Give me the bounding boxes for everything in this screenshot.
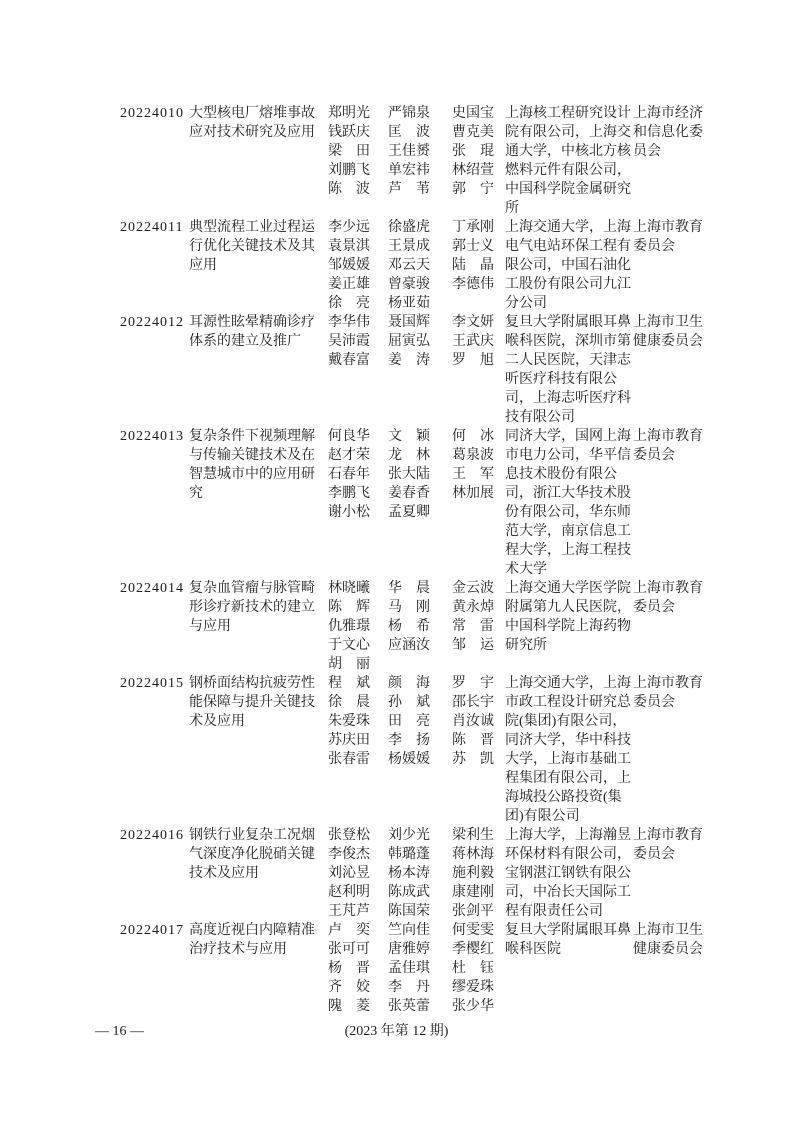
awardee-name: 韩璐蓬: [388, 847, 430, 862]
awardee-name: 姜春香: [388, 486, 430, 501]
awardee-name: 梁利生: [452, 828, 494, 843]
awardee-name: 王武庆: [452, 334, 494, 349]
awardee-name: 蒋林海: [452, 847, 494, 862]
awardee-name: 严锦泉: [388, 106, 430, 121]
awardee-name: 程 斌: [328, 676, 370, 691]
awardee-name-column-1: [328, 674, 388, 769]
awardee-name-column-3: [452, 104, 505, 199]
issue-label: (2023 年第 12 期): [344, 1024, 449, 1039]
awardee-name: 隗 菱: [328, 999, 370, 1014]
awardee-name-column-2: [388, 427, 452, 522]
awardee-name: 竺向佳: [388, 923, 430, 938]
completing-organizations: 上海交通大学医学院附属第九人民医院，中国科学院上海药物研究所: [505, 581, 631, 653]
project-id: 20224016: [120, 828, 184, 843]
awardee-name: 龙 林: [388, 448, 430, 463]
project-title: 钢铁行业复杂工况烟气深度净化脱硝关键技术及应用: [189, 828, 315, 881]
awardee-name: 陈 波: [328, 182, 370, 197]
awardee-name: 陆 晶: [452, 258, 494, 273]
awardee-name: 张大陆: [388, 467, 430, 482]
awardee-name: 林晓曦: [328, 581, 370, 596]
awardee-name-column-2: [388, 104, 452, 199]
awardee-name: 戴春富: [328, 353, 370, 368]
awardee-name: 赵利明: [328, 885, 370, 900]
awardee-name-column-3: [452, 579, 505, 655]
awardee-name: 袁景淇: [328, 239, 370, 254]
project-id: 20224017: [120, 923, 184, 938]
awardee-name: 康建刚: [452, 885, 494, 900]
awardee-name: 文 颖: [388, 429, 430, 444]
awardee-name: 钱跃庆: [328, 125, 370, 140]
awardee-name: 郑明光: [328, 106, 370, 121]
awardee-name: 杨媛媛: [388, 752, 430, 767]
awardee-name: 胡 丽: [328, 657, 370, 672]
awardee-name: 李德伟: [452, 277, 494, 292]
project-id: 20224015: [120, 676, 184, 691]
awardee-name: 王 军: [452, 467, 494, 482]
awardee-name: 李 扬: [388, 733, 430, 748]
completing-organizations: 上海核工程研究设计院有限公司，上海交通大学，中核北方核燃料元件有限公司，中国科学院金属研究所: [505, 106, 631, 216]
awardee-name: 罗 宇: [452, 676, 494, 691]
awardee-name-column-3: [452, 218, 505, 294]
awardee-name: 罗 旭: [452, 353, 494, 368]
awardee-name: 朱爱珠: [328, 714, 370, 729]
awardee-name: 黄永焯: [452, 600, 494, 615]
awardee-name: 林加展: [452, 486, 494, 501]
recommending-body: 上海市教育委员会: [633, 676, 703, 710]
awardee-name: 卢 奕: [328, 923, 370, 938]
completing-organizations: 复旦大学附属眼耳鼻喉科医院，深圳市第二人民医院，天津志听医疗科技有限公司，上海志听医疗科技有限公司: [505, 315, 631, 425]
awardee-name: 李华伟: [328, 315, 370, 330]
table-row: [120, 674, 705, 826]
project-id: 20224012: [120, 315, 184, 330]
completing-organizations: 上海交通大学，上海市政工程设计研究总院(集团)有限公司，同济大学，华中科技大学，上海市基础工程集团有限公司，上海城投公路投资(集团)有限公司: [505, 676, 631, 824]
awardee-name-column-3: [452, 313, 505, 370]
awardee-name-column-2: [388, 313, 452, 370]
awardee-name: 谢小松: [328, 505, 370, 520]
awardee-name-column-2: [388, 218, 452, 313]
table-row: [120, 104, 705, 218]
awardee-name-column-3: [452, 674, 505, 769]
project-title: 大型核电厂熔堆事故应对技术研究及应用: [189, 106, 315, 140]
awardee-name: 徐 晨: [328, 695, 370, 710]
project-title: 钢桥面结构抗疲劳性能保障与提升关键技术及应用: [189, 676, 315, 729]
awardee-name-column-2: [388, 579, 452, 655]
awardee-name: 金云波: [452, 581, 494, 596]
table-row: [120, 427, 705, 579]
awardee-name: 吴沛霞: [328, 334, 370, 349]
awardee-name: 陈 晋: [452, 733, 494, 748]
awardee-name: 常 雷: [452, 619, 494, 634]
awardee-name: 孙 斌: [388, 695, 430, 710]
project-id: 20224013: [120, 429, 184, 444]
project-title: 典型流程工业过程运行优化关键技术及其应用: [189, 220, 315, 273]
awardee-name: 唐雅婷: [388, 942, 430, 957]
table-row: [120, 218, 705, 313]
table-row: [120, 826, 705, 921]
table-row: [120, 313, 705, 427]
awardee-name-column-3: [452, 826, 505, 921]
project-title: 复杂血管瘤与脉管畸形诊疗新技术的建立与应用: [189, 581, 315, 634]
awardee-name: 张春雷: [328, 752, 370, 767]
awardee-name: 马 刚: [388, 600, 430, 615]
awardee-name: 赵才荣: [328, 448, 370, 463]
awardee-name: 史国宝: [452, 106, 494, 121]
recommending-body: 上海市经济和信息化委员会: [633, 106, 703, 159]
project-id: 20224014: [120, 581, 184, 596]
awardee-name: 王景成: [388, 239, 430, 254]
recommending-body: 上海市教育委员会: [633, 828, 703, 862]
awardee-name: 仇雅璟: [328, 619, 370, 634]
completing-organizations: 上海大学，上海瀚昱环保材料有限公司，宝钢湛江钢铁有限公司，中冶长天国际工程有限责任公司: [505, 828, 631, 919]
awardee-name: 姜 涛: [388, 353, 430, 368]
completing-organizations: 上海交通大学，上海电气电站环保工程有限公司，中国石油化工股份有限公司九江分公司: [505, 220, 631, 311]
awardee-name-column-3: [452, 921, 505, 1016]
awardee-name: 梁 田: [328, 144, 370, 159]
awardee-name: 郭 宁: [452, 182, 494, 197]
awardee-name: 陈国荣: [388, 904, 430, 919]
awardee-name: 杨本涛: [388, 866, 430, 881]
awardee-name-column-2: [388, 921, 452, 1016]
awardee-name: 郭士义: [452, 239, 494, 254]
awardee-name: 姜正雄: [328, 277, 370, 292]
awardee-name: 应涵汝: [388, 638, 430, 653]
awardee-name-column-2: [388, 674, 452, 769]
project-title: 高度近视白内障精准治疗技术与应用: [189, 923, 315, 957]
awardee-name-column-1: [328, 921, 388, 1016]
awardee-name: 张剑平: [452, 904, 494, 919]
awardee-name: 季樱红: [452, 942, 494, 957]
awardee-name: 徐盛虎: [388, 220, 430, 235]
awardee-name: 李文妍: [452, 315, 494, 330]
awardee-name: 邹媛媛: [328, 258, 370, 273]
awardee-name: 李 丹: [388, 980, 430, 995]
awardee-name: 肖汝诚: [452, 714, 494, 729]
awardee-name: 芦 苇: [388, 182, 430, 197]
award-table: [120, 104, 705, 1016]
awardee-name-column-2: [388, 826, 452, 921]
awardee-name: 匡 波: [388, 125, 430, 140]
awardee-name: 单宏祎: [388, 163, 430, 178]
awardee-name: 刘沁昱: [328, 866, 370, 881]
awardee-name: 李鹏飞: [328, 486, 370, 501]
awardee-name: 葛泉波: [452, 448, 494, 463]
completing-organizations: 复旦大学附属眼耳鼻喉科医院: [505, 923, 631, 957]
awardee-name: 林绍萱: [452, 163, 494, 178]
awardee-name: 刘少光: [388, 828, 430, 843]
awardee-name: 张英蕾: [388, 999, 430, 1014]
awardee-name: 屈寅弘: [388, 334, 430, 349]
awardee-name-column-1: [328, 579, 388, 674]
awardee-name: 缪爱珠: [452, 980, 494, 995]
awardee-name: 李少远: [328, 220, 370, 235]
awardee-name: 杨 希: [388, 619, 430, 634]
awardee-name: 孟夏卿: [388, 505, 430, 520]
awardee-name: 何 冰: [452, 429, 494, 444]
awardee-name: 颜 海: [388, 676, 430, 691]
recommending-body: 上海市教育委员会: [633, 581, 703, 615]
table-row: [120, 921, 705, 1016]
table-row: [120, 579, 705, 674]
recommending-body: 上海市教育委员会: [633, 429, 703, 463]
awardee-name: 聂国辉: [388, 315, 430, 330]
awardee-name: 邓云天: [388, 258, 430, 273]
awardee-name: 王佳赟: [388, 144, 430, 159]
awardee-name: 华 晨: [388, 581, 430, 596]
awardee-name: 徐 亮: [328, 296, 370, 311]
awardee-name-column-1: [328, 218, 388, 313]
awardee-name: 石春年: [328, 467, 370, 482]
awardee-name: 孟佳琪: [388, 961, 430, 976]
awardee-name: 李俊杰: [328, 847, 370, 862]
recommending-body: 上海市教育委员会: [633, 220, 703, 254]
awardee-name: 杨亚茹: [388, 296, 430, 311]
awardee-name: 何雯雯: [452, 923, 494, 938]
awardee-name-column-1: [328, 313, 388, 370]
awardee-name: 丁承刚: [452, 220, 494, 235]
awardee-name: 施利毅: [452, 866, 494, 881]
project-id: 20224011: [120, 220, 184, 235]
awardee-name: 苏 凯: [452, 752, 494, 767]
awardee-name: 杜 钰: [452, 961, 494, 976]
awardee-name: 杨 晋: [328, 961, 370, 976]
awardee-name-column-3: [452, 427, 505, 503]
awardee-name-column-1: [328, 104, 388, 199]
awardee-name-column-1: [328, 826, 388, 921]
page-number: — 16 —: [95, 1024, 144, 1039]
awardee-name: 张登松: [328, 828, 370, 843]
awardee-name: 于文心: [328, 638, 370, 653]
awardee-name: 邵长宇: [452, 695, 494, 710]
recommending-body: 上海市卫生健康委员会: [633, 923, 703, 957]
awardee-name: 张可可: [328, 942, 370, 957]
project-title: 耳源性眩晕精确诊疗体系的建立及推广: [189, 315, 315, 349]
awardee-name: 刘鹏飞: [328, 163, 370, 178]
awardee-name: 陈 辉: [328, 600, 370, 615]
awardee-name: 曹克美: [452, 125, 494, 140]
awardee-name: 张 琨: [452, 144, 494, 159]
awardee-name: 齐 姣: [328, 980, 370, 995]
awardee-name: 王芃芦: [328, 904, 370, 919]
awardee-name-column-1: [328, 427, 388, 522]
awardee-name: 苏庆田: [328, 733, 370, 748]
awardee-name: 田 亮: [388, 714, 430, 729]
awardee-name: 张少华: [452, 999, 494, 1014]
awardee-name: 曾豪骏: [388, 277, 430, 292]
project-id: 20224010: [120, 106, 184, 121]
awardee-name: 陈成武: [388, 885, 430, 900]
project-title: 复杂条件下视频理解与传输关键技术及在智慧城市中的应用研究: [189, 429, 315, 501]
awardee-name: 邹 运: [452, 638, 494, 653]
awardee-name: 何良华: [328, 429, 370, 444]
recommending-body: 上海市卫生健康委员会: [633, 315, 703, 349]
completing-organizations: 同济大学，国网上海市电力公司，华平信息技术股份有限公司，浙江大华技术股份有限公司，华东师范大学，南京信息工程大学，上海工程技术大学: [505, 429, 631, 577]
